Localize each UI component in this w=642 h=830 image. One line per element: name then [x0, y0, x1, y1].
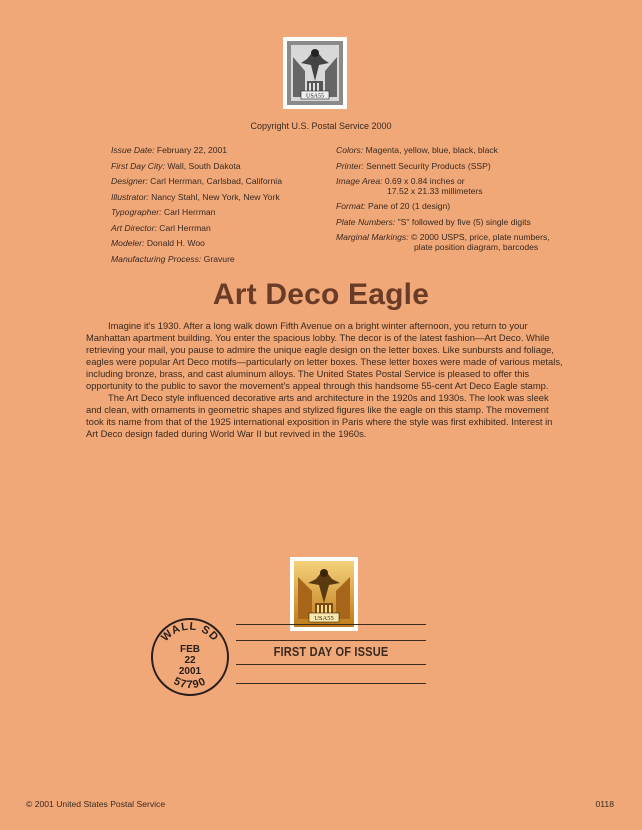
cancel-line-4 [236, 683, 426, 684]
postmark-day: 22 [184, 655, 196, 666]
copyright-notice: Copyright U.S. Postal Service 2000 [250, 121, 392, 131]
spec-first-day-city: First Day City: Wall, South Dakota [111, 160, 241, 171]
spec-art-director: Art Director: Carl Herrman [111, 222, 211, 233]
description-text [86, 320, 563, 440]
postmark-year: 2001 [178, 666, 202, 677]
cancel-line-3 [236, 664, 426, 665]
spec-issue-date: Issue Date: February 22, 2001 [111, 145, 228, 155]
description-paragraph-1: Imagine it's 1930. After a long walk down Fifth Avenue on a bright winter afternoon, you return to your Manhattan apartment building. You enter the spacious lobby. The decor is of the latest fashion—Art Deco. While retrieving your mail, you pause to admire the unique eagle design on the letter boxes. Like sunbursts and foliage, eagles were popular Art Deco motifs—particularly on letter boxes. These letter boxes were made of various metals, including bronze, brass, and cast aluminum alloys. The United States Postal Service is pleased to offer this opportunity to the public to savor the movement's appeal through this handsome 55-cent Art Deco Eagle stamp. [86, 320, 563, 391]
spec-designer: Designer: Carl Herrman, Carlsbad, California [111, 176, 282, 186]
footer-copyright: © 2001 United States Postal Service [26, 799, 166, 809]
spec-marginal-markings: Marginal Markings: © 2000 USPS, price, plate numbers, [336, 232, 550, 242]
postmark-zip: 57790 [171, 675, 209, 692]
spec-illustrator: Illustrator: Nancy Stahl, New York, New York [111, 191, 280, 202]
postmark-cancellation [145, 612, 235, 702]
spec-manufacturing-process: Manufacturing Process: Gravure [111, 253, 235, 264]
spec-printer: Printer: Sennett Security Products (SSP) [336, 160, 491, 171]
eagle-stamp-art-gray [287, 41, 343, 105]
spec-colors: Colors: Magenta, yellow, blue, black, black [336, 145, 498, 155]
description-paragraph-2: The Art Deco style influenced decorative arts and architecture in the 1920s and 1930s. The look was sleek and clean, with ornaments in geometric shapes and stylized figures like the eagle on this stamp. The movement took its name from that of the 1925 international exposition in Paris where the style was first exhibited. Interest in Art Deco design faded during World War II but revived in the 1960s. [86, 392, 553, 439]
svg-text:57790 [172, 675, 209, 691]
spec-marginal-markings-cont: plate position diagram, barcodes [414, 242, 539, 252]
cancel-line-2 [236, 640, 426, 641]
footer-page-code: 0118 [595, 799, 614, 809]
spec-format: Format: Pane of 20 (1 design) [336, 201, 451, 211]
stamp-denomination-color: USA55 [314, 615, 334, 622]
stamp-denomination-gray: USA55 [305, 93, 325, 100]
stamp-image-color [290, 557, 358, 631]
page-title: Art Deco Eagle [212, 278, 430, 311]
spec-plate-numbers: Plate Numbers: "S" followed by five (5) single digits [336, 216, 531, 227]
spec-modeler: Modeler: Donald H. Woo [111, 238, 205, 248]
svg-text:WALL SD [159, 620, 221, 643]
spec-typographer: Typographer: Carl Herrman [111, 207, 216, 217]
postmark-city: WALL SD [159, 620, 221, 644]
cancel-line-1 [236, 624, 426, 625]
postmark-month: FEB [180, 644, 200, 655]
spec-image-area-metric: 17.52 x 21.33 millimeters [387, 186, 483, 196]
spec-image-area: Image Area: 0.69 x 0.84 inches or [336, 176, 465, 186]
stamp-image-gray [283, 37, 347, 109]
first-day-of-issue-label: FIRST DAY OF ISSUE [273, 644, 389, 659]
eagle-stamp-art-color [294, 561, 354, 627]
